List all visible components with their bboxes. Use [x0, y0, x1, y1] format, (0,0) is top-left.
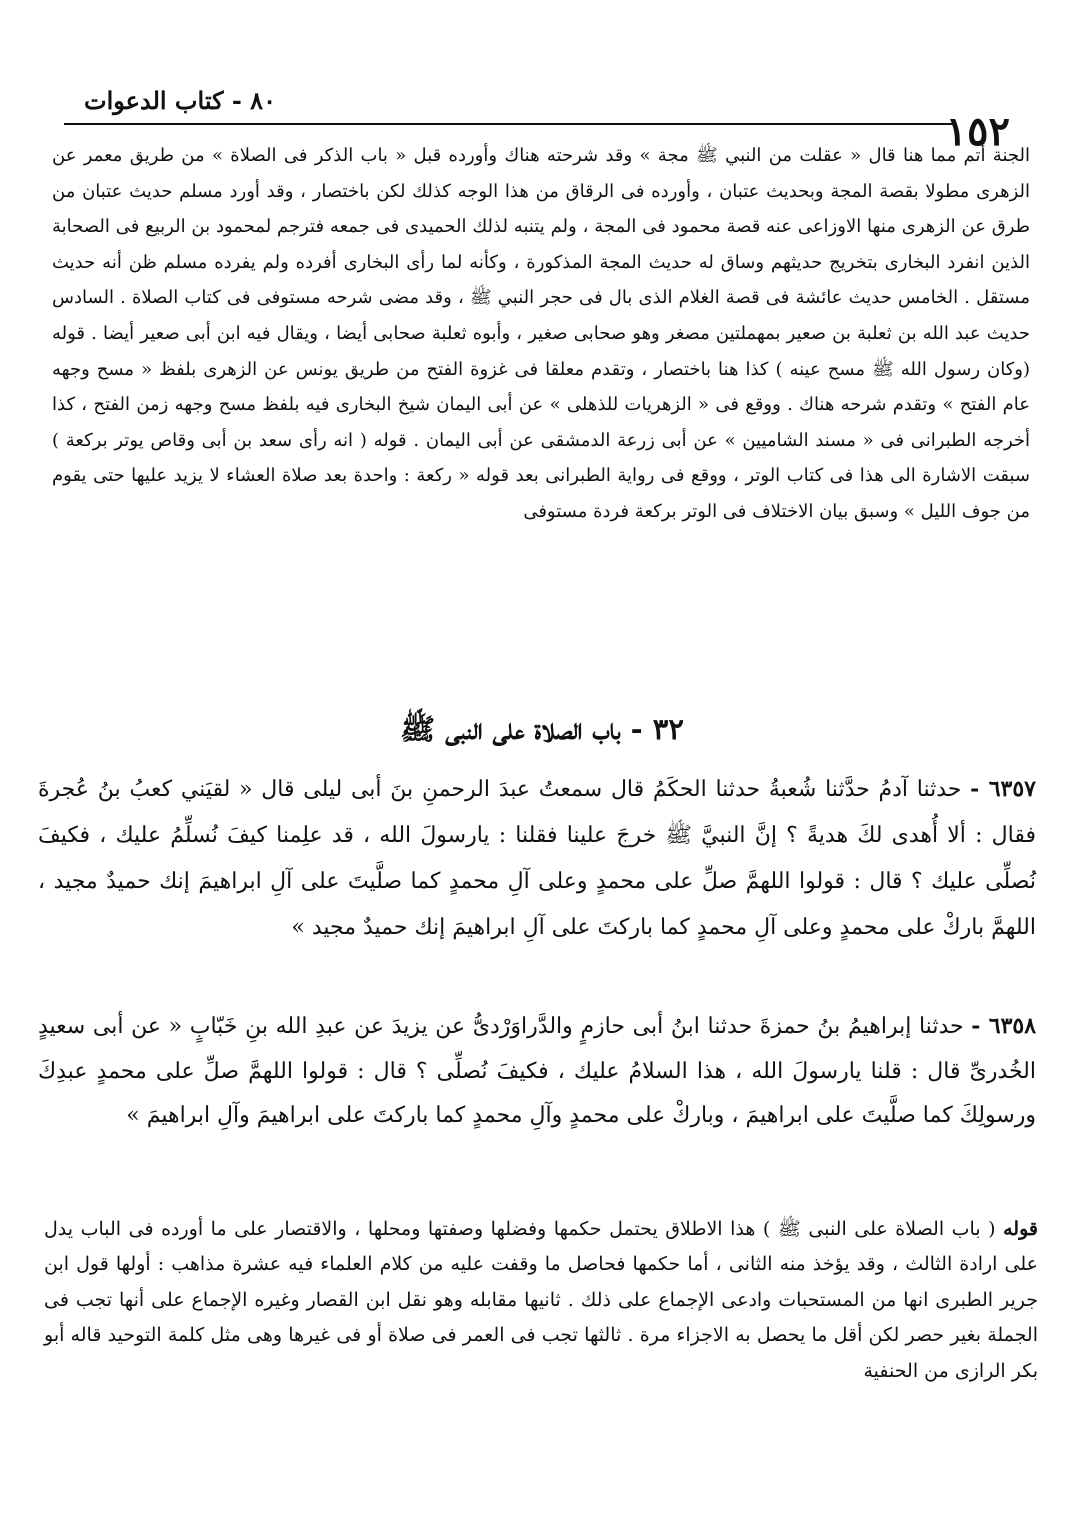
commentary-bottom	[44, 1212, 1038, 1389]
hadith-text: حدثنا إبراهيمُ بنُ حمزةَ حدثنا ابنُ أبى حازمٍ والدَّراوَرْدىُّ عن يزيدَ عن عبدِ الله بنِ خَبّابٍ « عن أبى سعيدٍ الخُدرىِّ قال : قلنا يارسولَ الله ، هذا السلامُ عليك ، فكيفَ نُصلِّى ؟ قال : قولوا اللهمَّ صلِّ على محمدٍ عبدِكَ ورسولِكَ كما صلَّيتَ على ابراهيمَ ، وباركْ على محمدٍ وآلِ محمدٍ كما باركتَ على ابراهيمَ وآلِ ابراهيمَ »	[38, 1014, 1036, 1128]
header-rule	[64, 123, 954, 125]
hadith-number: ٦٣٥٨ -	[971, 1013, 1037, 1039]
commentary-bottom-paragraph	[44, 1212, 1038, 1389]
commentary-top	[52, 138, 1030, 530]
commentary-bottom-text: ( باب الصلاة على النبى ﷺ ) هذا الاطلاق يحتمل حكمها وفضلها وصفتها ومحلها ، والاقتصار على ما أورده فى الباب يدل على ارادة الثالث ، وقد يؤخذ منه الثانى ، أما حكمها فحاصل ما وقفت عليه من كلام العلماء فيه عشرة مذاهب : أولها قول ابن جرير الطبرى انها من المستحبات وادعى الإجماع على ذلك . ثانيها مقابله وهو نقل ابن القصار وغيره الإجماع على أنها تجب فى الجملة بغير حصر لكن أقل ما يحصل به الاجزاء مرة . ثالثها تجب فى العمر فى صلاة أو فى غيرها وهى مثل كلمة التوحيد قاله أبو بكر الرازى من الحنفية	[44, 1218, 1038, 1382]
hadith-6357-paragraph	[38, 766, 1036, 951]
hadith-text: حدثنا آدمُ حدَّثنا شُعبةُ حدثنا الحكَمُ قال سمعتُ عبدَ الرحمنِ بنَ أبى ليلى قال « لقيَني كعبُ بنُ عُجرةَ فقال : ألا أُهدى لكَ هديةً ؟ إنَّ النبيَّ ﷺ خرجَ علينا فقلنا : يارسولَ الله ، قد علِمنا كيفَ نُسلِّمُ عليك ، فكيفَ نُصلِّى عليك ؟ قال : قولوا اللهمَّ صلِّ على محمدٍ وعلى آلِ محمدٍ كما صلَّيتَ على آلِ ابراهيمَ إنك حميدٌ مجيد ، اللهمَّ باركْ على محمدٍ وعلى آلِ محمدٍ كما باركتَ على آلِ ابراهيمَ إنك حميدٌ مجيد »	[38, 777, 1036, 940]
page-number: ١٥٢	[945, 108, 1010, 155]
commentary-keyword: قوله	[1003, 1218, 1038, 1240]
commentary-top-text: الجنة أتم مما هنا قال « عقلت من النبي ﷺ مجة » وقد شرحته هناك وأورده قبل « باب الذكر فى الصلاة » من طريق معمر عن الزهرى مطولا بقصة المجة وبحديث عتبان ، وأورده فى الرقاق من هذا الوجه كذلك لكن باختصار ، وقد أورد مسلم حديث عتبان من طرق عن الزهرى منها الاوزاعى عنه قصة محمود فى المجة ، ولم يتنبه لذلك الحميدى فى جمعه فترجم لمحمود بن الربيع فى الصحابة الذين انفرد البخارى بتخريج حديثهم وساق له حديث المجة المذكورة ، وكأنه لما رأى البخارى أفرده ولم يفرده مسلم ظن أنه حديث مستقل . الخامس حديث عائشة فى قصة الغلام الذى بال فى حجر النبي ﷺ ، وقد مضى شرحه مستوفى فى كتاب الصلاة . السادس حديث عبد الله بن ثعلبة بن صعير بمهملتين مصغر وهو صحابى صغير ، وأبوه ثعلبة صحابى أيضا ، ويقال فيه ابن أبى صعير أيضا . قوله (وكان رسول الله ﷺ مسح عينه ) كذا هنا باختصار ، وتقدم معلقا فى غزوة الفتح من طريق يونس عن الزهرى بلفظ « مسح وجهه عام الفتح » وتقدم شرحه هناك . ووقع فى « الزهريات للذهلى » عن أبى اليمان شيخ البخارى فيه بلفظ مسح وجهه زمن الفتح ، كذا أخرجه الطبرانى فى « مسند الشاميين » عن أبى زرعة الدمشقى عن أبى اليمان . قوله ( انه رأى سعد بن أبى وقاص يوتر بركعة ) سبقت الاشارة الى هذا فى كتاب الوتر ، ووقع فى رواية الطبرانى بعد قوله « ركعة : واحدة بعد صلاة العشاء لا يزيد عليها حتى يقوم من جوف الليل » وسبق بيان الاختلاف فى الوتر بركعة فردة مستوفى	[52, 145, 1030, 522]
running-title: ٨٠ - كتاب الدعوات	[84, 86, 276, 115]
chapter-heading: ٣٢ - باب الصلاة على النبى ﷺ	[400, 712, 684, 746]
hadith-6358	[38, 1004, 1036, 1139]
hadith-6357	[38, 766, 1036, 951]
hadith-6358-paragraph	[38, 1004, 1036, 1139]
hadith-number: ٦٣٥٧ -	[970, 776, 1036, 802]
